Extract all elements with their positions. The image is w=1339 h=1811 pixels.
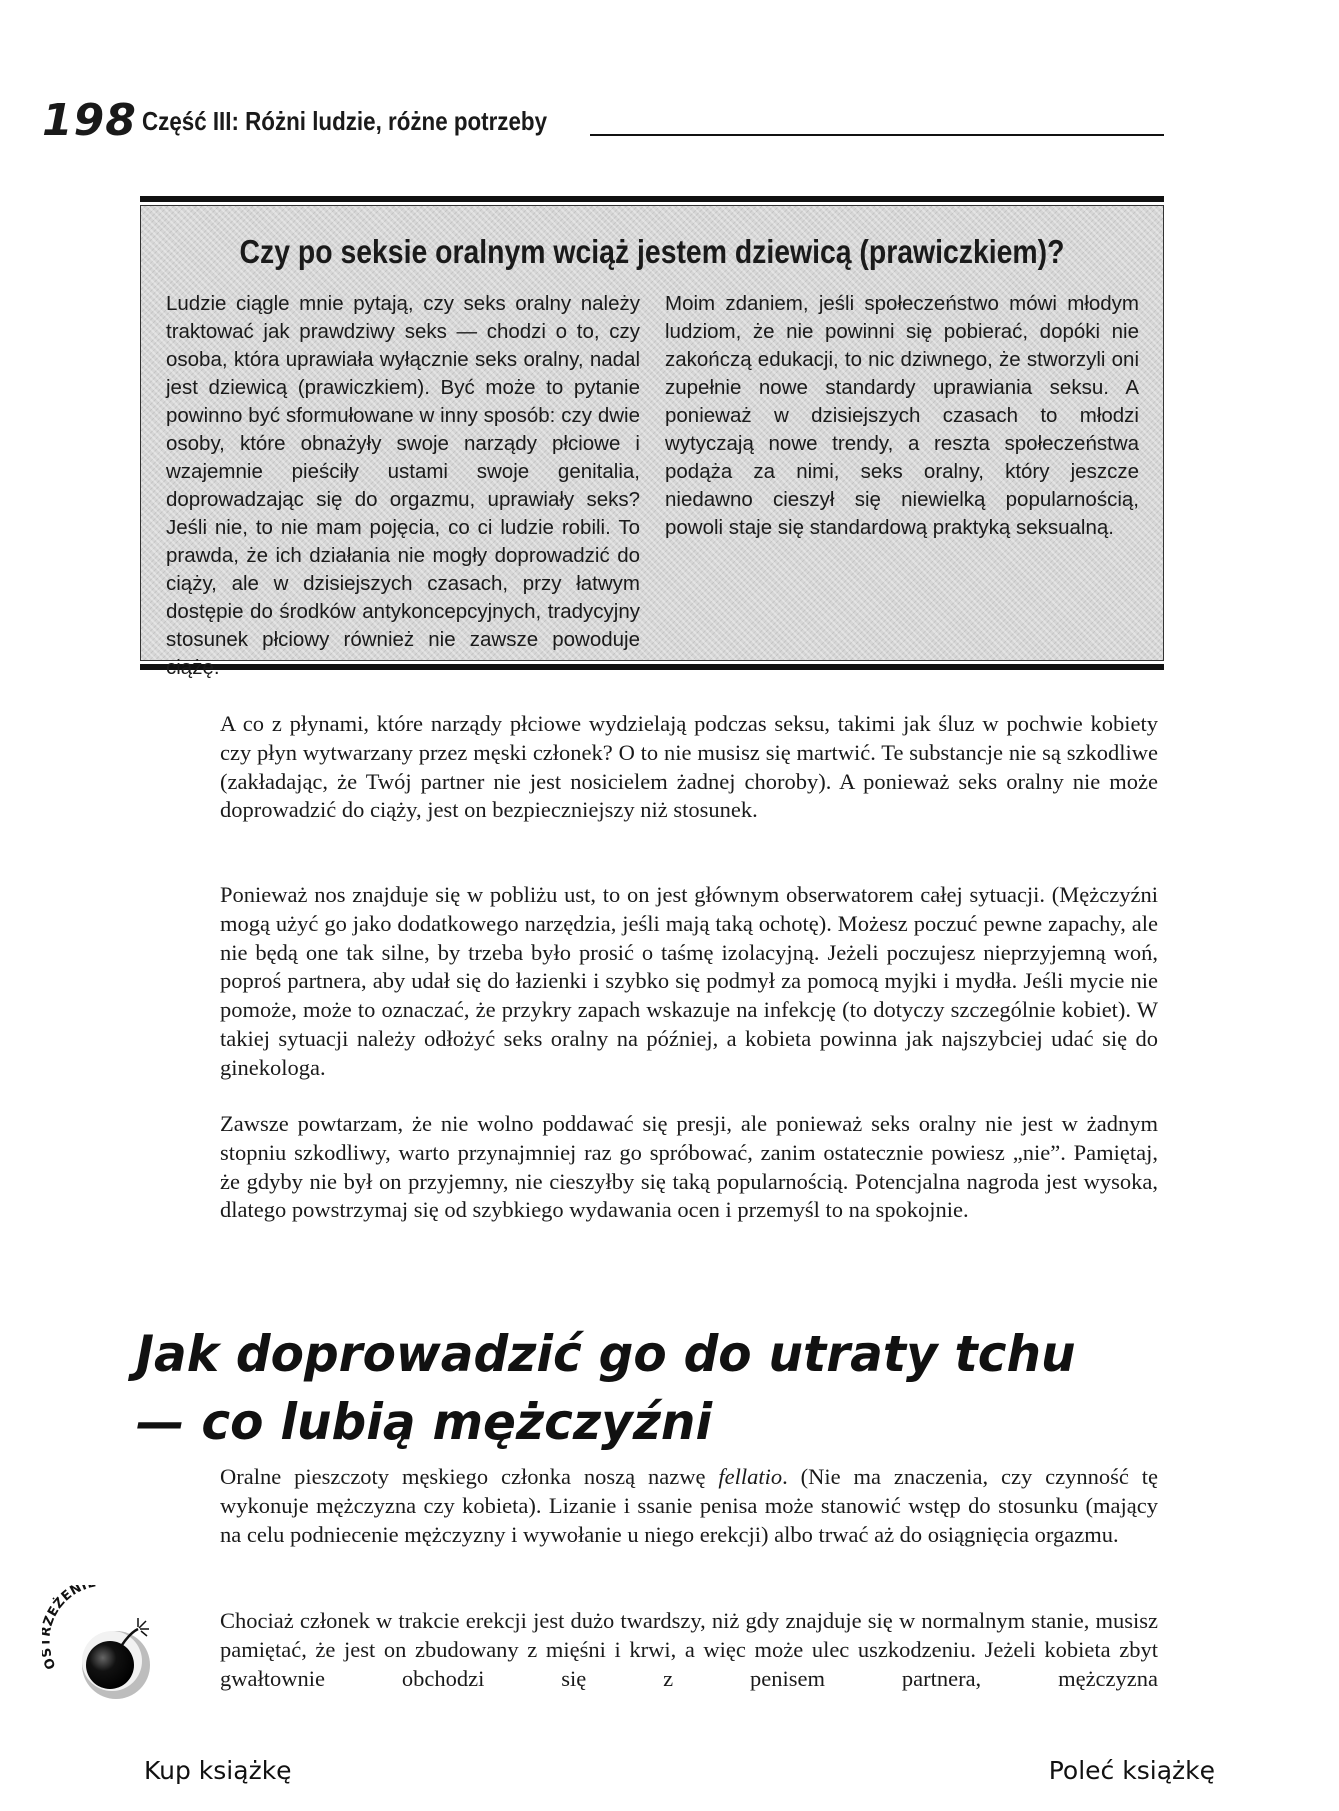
sidebar-title: Czy po seksie oralnym wciąż jestem dziewicą (prawiczkiem)? bbox=[239, 233, 1065, 270]
paragraph-nose: Ponieważ nos znajduje się w pobliżu ust, to on jest głównym obserwatorem całej sytuacji. (Mężczyźni mogą użyć go jako dodatkowego narzędzia, jeśli mają taką ochotę). Możesz poczuć pewne zapachy, ale nie będą one tak silne, by trzeba było prosić o taśmę izolacyjną. Jeżeli poczujesz nieprzyjemną woń, poproś partnera, aby udał się do łazienki i szybko się podmył za pomocą myjki i mydła. Jeśli mycie nie pomoże, może to oznaczać, że przykry zapach wskazuje na infekcję (to dotyczy szczególnie kobiet). W takiej sytuacji należy odłożyć seks oralny na później, a kobieta powinna jak najszybciej udać się do ginekologa. bbox=[220, 882, 1158, 1080]
section-heading-line-2: — co lubią mężczyźni bbox=[136, 1393, 713, 1451]
section-heading bbox=[136, 1320, 1106, 1456]
paragraph-fluids: A co z płynami, które narządy płciowe wydzielają podczas seksu, takimi jak śluz w pochwie kobiety czy płyn wytwarzany przez męski członek? O to nie musisz się martwić. Te substancje nie są szkodliwe (zakładając, że Twój partner nie jest nosicielem żadnej choroby). A ponieważ seks oralny nie może doprowadzić do ciąży, jest on bezpieczniejszy niż stosunek. bbox=[220, 711, 1158, 823]
section-heading-line-1: Jak doprowadzić go do utraty tchu bbox=[136, 1325, 1076, 1383]
term-fellatio: fellatio bbox=[718, 1464, 783, 1489]
buy-book-link[interactable]: Kup książkę bbox=[144, 1756, 292, 1785]
paragraph-fellatio bbox=[220, 1463, 1158, 1549]
sidebar-background bbox=[140, 205, 1164, 679]
p4-text-before: Oralne pieszczoty męskiego członka noszą nazwę bbox=[220, 1464, 719, 1489]
bomb-icon bbox=[42, 1585, 174, 1703]
sidebar-right-column: Moim zdaniem, jeśli społeczeństwo mówi młodym ludziom, że nie powinni się pobierać, dopóki nie zakończą edukacji, to nic dziwnego, że stworzyli oni zupełnie nowe standardy uprawiania seksu. A ponieważ w dzisiejszych czasach to młodzi wytyczają nowe trendy, a reszta społeczeństwa podąża za nimi, seks oralny, który jeszcze niedawno cieszył się niewielką popularnością, powoli staje się standardową praktyką seksualną. bbox=[665, 292, 1139, 539]
recommend-book-link[interactable]: Poleć książkę bbox=[1048, 1756, 1215, 1785]
header-rule bbox=[590, 134, 1164, 136]
warning-label: O ZEŻENI bbox=[42, 1585, 90, 1672]
running-head: Część III: Różni ludzie, różne potrzeby bbox=[142, 106, 548, 136]
p4-text-after: . (Nie ma znaczenia, czy czynność tę wykonuje mężczyzna czy kobieta). Lizanie i ssanie penisa może stanowić wstęp do stosunku (mający na celu podniecenie mężczyzny i wywołanie u niego erekcji) albo trwać aż do osiągnięcia orgazmu. bbox=[220, 1464, 1158, 1547]
paragraph-injury: Chociaż członek w trakcie erekcji jest dużo twardszy, niż gdy znajduje się w normalnym stanie, musisz pamiętać, że jest on zbudowany z mięśni i krwi, a więc może ulec uszkodzeniu. Jeżeli kobieta zbyt gwałtownie obchodzi się z penisem partnera, mężczyzna bbox=[220, 1608, 1158, 1691]
page-header bbox=[42, 96, 1164, 146]
sidebar-box bbox=[140, 196, 1164, 679]
paragraph-pressure: Zawsze powtarzam, że nie wolno poddawać się presji, ale ponieważ seks oralny nie jest w żadnym stopniu szkodliwy, warto przynajmniej raz go spróbować, zanim ostatecznie powiesz „nie”. Pamiętaj, że gdyby nie był on przyjemny, nie cieszyłby się taką popularnością. Potencjalna nagroda jest wysoka, dlatego powstrzymaj się od szybkiego wydawania ocen i przemyśl to na spokojnie. bbox=[220, 1111, 1158, 1223]
warning-icon bbox=[42, 1585, 174, 1703]
sidebar-left-column: Ludzie ciągle mnie pytają, czy seks oralny należy traktować jak prawdziwy seks — chodzi o to, czy osoba, która uprawiała wyłącznie seks oralny, nadal jest dziewicą (prawiczkiem). Być może to pytanie powinno być sformułowane w inny sposób: czy dwie osoby, które obnażyły swoje narządy płciowe i wzajemnie pieściły ustami swoje genitalia, doprowadzając się do orgazmu, uprawiały seks? Jeśli nie, to nie mam pojęcia, co ci ludzie robili. To prawda, że ich działania nie mogły doprowadzić do ciąży, ale w dzisiejszych czasach, przy łatwym dostępie do środków antykoncepcyjnych, tradycyjny stosunek płciowy również nie zawsze powoduje ciążę. bbox=[166, 292, 640, 679]
page-number: 198 bbox=[42, 95, 137, 146]
